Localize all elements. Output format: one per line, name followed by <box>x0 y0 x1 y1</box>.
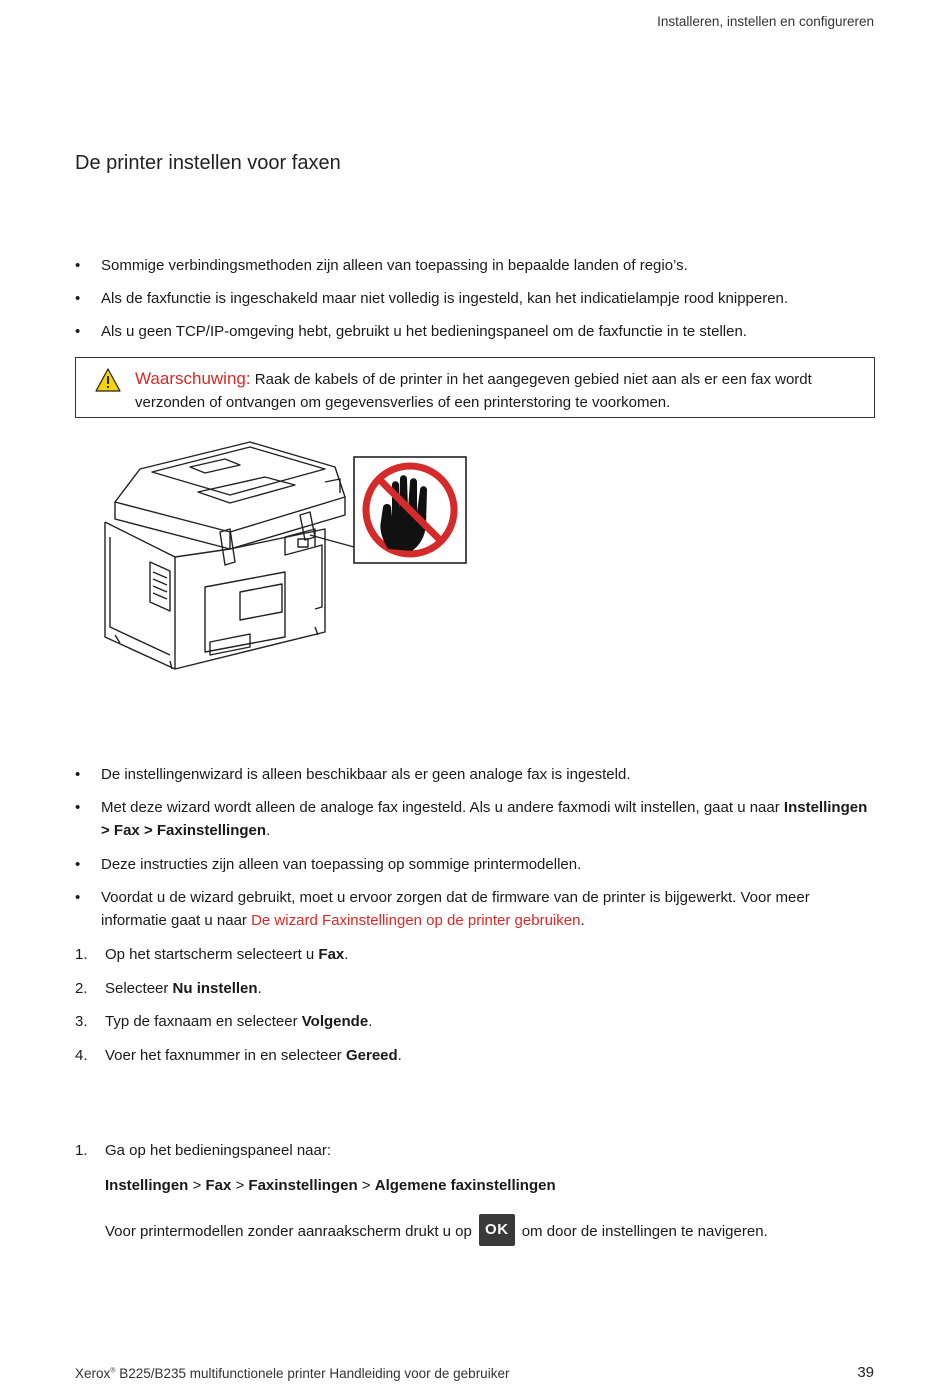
wizard-link[interactable]: De wizard Faxinstellingen op de printer gebruiken <box>251 912 581 929</box>
step-item: 1. Op het startscherm selecteert u Fax. <box>75 946 349 963</box>
step-item: 2. Selecteer Nu instellen. <box>75 980 262 997</box>
menu-path: Instellingen > Fax > Faxinstellingen <box>101 799 868 839</box>
list-item: • Sommige verbindingsmethoden zijn alleen van toepassing in bepaalde landen of regio’s. <box>75 254 875 277</box>
step-note: Voor printermodellen zonder aanraakscherm drukt u op OK om door de instellingen te navigeren. <box>75 1214 875 1246</box>
bullet: • <box>75 799 81 816</box>
list-item: • De instellingenwizard is alleen beschikbaar als er geen analoge fax is ingesteld. <box>75 763 875 786</box>
warning-body: Raak de kabels of de printer in het aangegeven gebied niet aan als er een fax wordt verzonden of ontvangen om gegevensverlies of een printerstoring te voorkomen. <box>135 371 812 411</box>
page-number: 39 <box>857 1364 874 1381</box>
bullet: • <box>75 290 81 307</box>
list-item: • Deze instructies zijn alleen van toepassing op sommige printermodellen. <box>75 853 875 876</box>
ok-button-icon: OK <box>479 1214 515 1246</box>
warning-label: Waarschuwing: <box>135 369 251 388</box>
footer-document-title: Xerox® B225/B235 multifunctionele printer Handleiding voor de gebruiker <box>75 1366 510 1381</box>
warning-box <box>75 357 875 418</box>
list-item: • Als u geen TCP/IP-omgeving hebt, gebruikt u het bedieningspaneel om de faxfunctie in te stellen. <box>75 320 875 343</box>
step-item: 3. Typ de faxnaam en selecteer Volgende. <box>75 1013 373 1030</box>
list-item: • Als de faxfunctie is ingeschakeld maar niet volledig is ingesteld, kan het indicatielampje rood knipperen. <box>75 287 875 310</box>
bullet: • <box>75 257 81 274</box>
printer-illustration <box>100 437 470 677</box>
list-item: • Voordat u de wizard gebruikt, moet u ervoor zorgen dat de firmware van de printer is bijgewerkt. Voor meer informatie gaat u naar De wizard Faxinstellingen op de printer gebruiken. <box>75 886 875 932</box>
no-touch-hand-icon <box>354 457 466 563</box>
bullet: • <box>75 856 81 873</box>
warning-triangle-icon <box>95 368 121 392</box>
list-item: • Met deze wizard wordt alleen de analoge fax ingesteld. Als u andere faxmodi wilt instellen, gaat u naar Instellingen > Fax > Faxinstellingen. <box>75 796 875 842</box>
bullet: • <box>75 766 81 783</box>
running-header: Installeren, instellen en configureren <box>657 14 874 29</box>
warning-text <box>135 367 855 414</box>
menu-path: Instellingen > Fax > Faxinstellingen > Algemene faxinstellingen <box>105 1177 556 1194</box>
bullet: • <box>75 323 81 340</box>
step-item: 4. Voer het faxnummer in en selecteer Gereed. <box>75 1047 402 1064</box>
bullet: • <box>75 889 81 906</box>
step-item: 1. Ga op het bedieningspaneel naar: <box>75 1142 332 1159</box>
section-title: De printer instellen voor faxen <box>75 152 341 174</box>
